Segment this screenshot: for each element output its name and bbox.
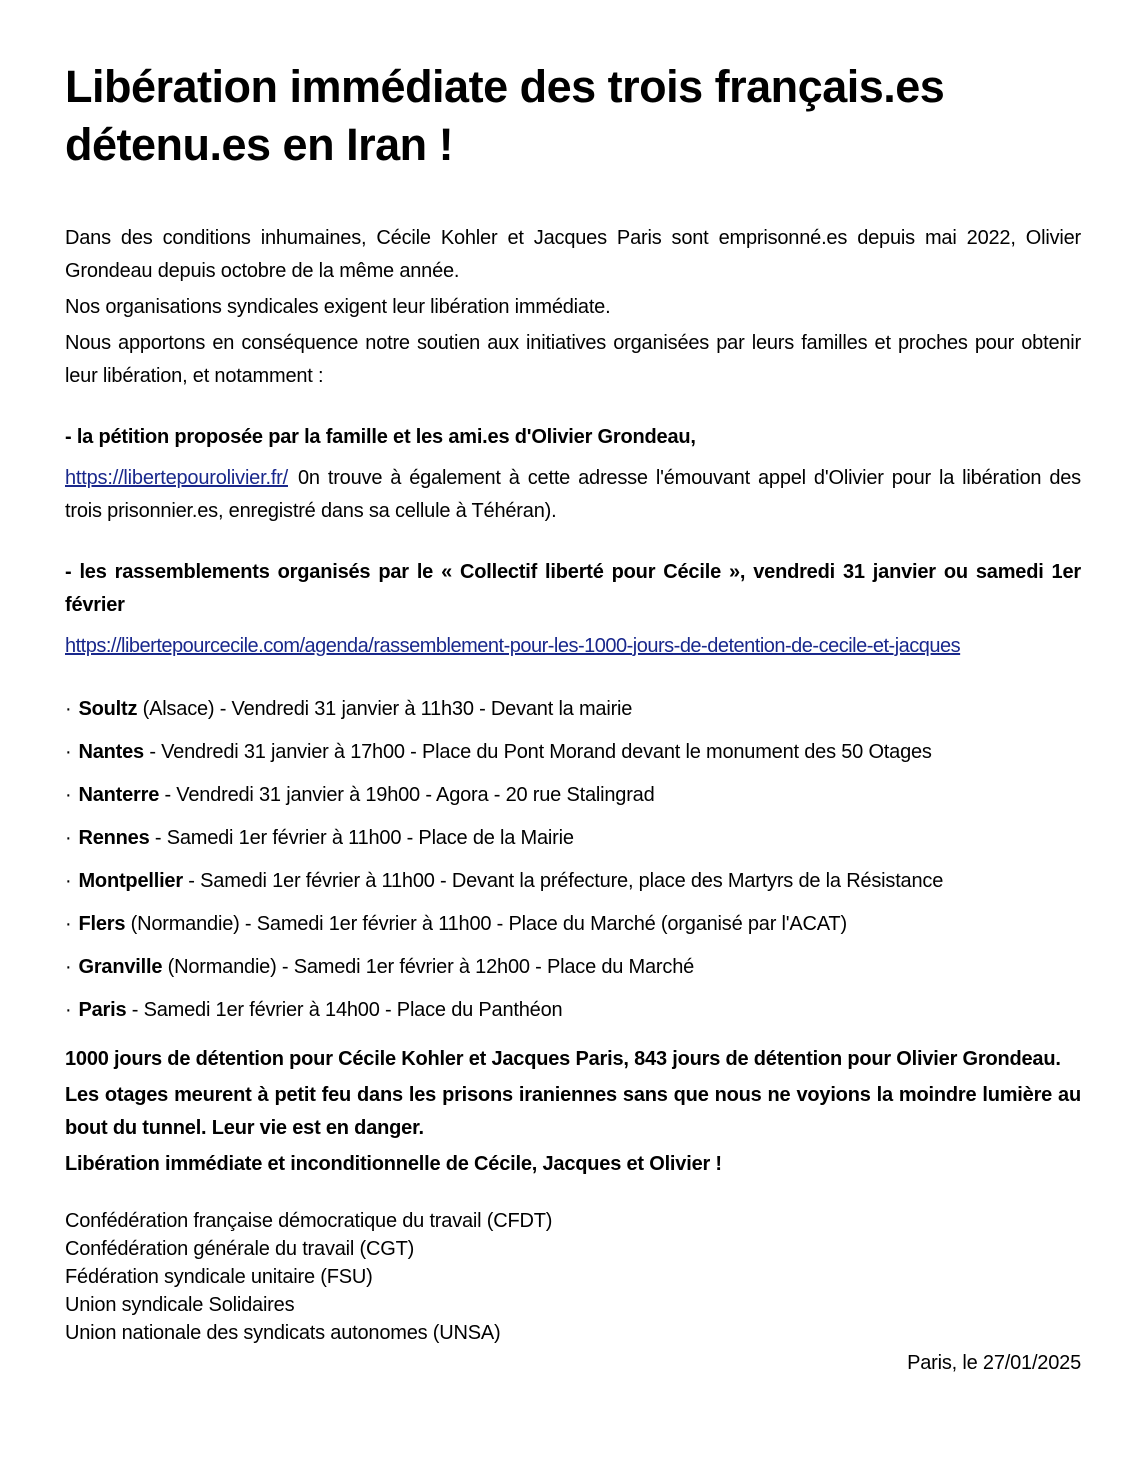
signatory-cfdt: Confédération française démocratique du travail (CFDT) bbox=[65, 1210, 553, 1232]
emphasis-paragraph-1: 1000 jours de détention pour Cécile Kohler et Jacques Paris, 843 jours de détention pour Olivier Grondeau. bbox=[65, 1048, 1061, 1070]
bullet-icon: · bbox=[65, 784, 72, 806]
document-title: Libération immédiate des trois français.es détenu.es en Iran ! bbox=[65, 61, 945, 170]
rally-item-montpellier bbox=[65, 865, 1081, 898]
rally-list bbox=[65, 693, 1081, 1027]
petition-text: 0n trouve à également à cette adresse l'émouvant appel d'Olivier pour la libération des trois prisonnier.es, enregistré dans sa cellule à Téhéran). bbox=[65, 467, 1081, 522]
rally-item-flers bbox=[65, 908, 1081, 941]
rally-item-soultz bbox=[65, 693, 1081, 726]
signatory-cgt: Confédération générale du travail (CGT) bbox=[65, 1238, 415, 1260]
emphasis-paragraph-2: Les otages meurent à petit feu dans les prisons iraniennes sans que nous ne voyions la moindre lumière au bout du tunnel. Leur vie est en danger. bbox=[65, 1084, 1081, 1139]
bullet-icon: · bbox=[65, 741, 72, 763]
petition-paragraph bbox=[65, 462, 1081, 528]
rally-details: - Vendredi 31 janvier à 17h00 - Place du Pont Morand devant le monument des 50 Otages bbox=[143, 741, 932, 763]
rally-city: Soultz bbox=[78, 698, 138, 720]
intro-paragraph-2: Nos organisations syndicales exigent leur libération immédiate. bbox=[65, 296, 611, 318]
rally-item-nantes bbox=[65, 736, 1081, 769]
dateline: Paris, le 27/01/2025 bbox=[907, 1352, 1081, 1374]
intro-paragraph-1: Dans des conditions inhumaines, Cécile Kohler et Jacques Paris sont emprisonné.es depuis mai 2022, Olivier Grondeau depuis octobre de la même année. bbox=[65, 227, 1081, 282]
signatory-fsu: Fédération syndicale unitaire (FSU) bbox=[65, 1266, 373, 1288]
petition-heading: - la pétition proposée par la famille et les ami.es d'Olivier Grondeau, bbox=[65, 426, 696, 448]
rally-details: (Alsace) - Vendredi 31 janvier à 11h30 - Devant la mairie bbox=[137, 698, 633, 720]
emphasis-block bbox=[65, 1043, 1081, 1181]
rally-city: Nanterre bbox=[78, 784, 160, 806]
bullet-icon: · bbox=[65, 999, 72, 1021]
bullet-icon: · bbox=[65, 698, 72, 720]
bullet-icon: · bbox=[65, 870, 72, 892]
rally-details: - Samedi 1er février à 11h00 - Place de la Mairie bbox=[149, 827, 574, 849]
rally-details: (Normandie) - Samedi 1er février à 12h00 - Place du Marché bbox=[162, 956, 695, 978]
signatory-solidaires: Union syndicale Solidaires bbox=[65, 1294, 295, 1316]
rally-city: Paris bbox=[78, 999, 127, 1021]
rally-details: (Normandie) - Samedi 1er février à 11h00 - Place du Marché (organisé par l'ACAT) bbox=[125, 913, 847, 935]
bullet-icon: · bbox=[65, 827, 72, 849]
petition-link[interactable]: https://libertepourolivier.fr/ bbox=[65, 467, 288, 489]
rally-city: Nantes bbox=[78, 741, 144, 763]
rally-details: - Vendredi 31 janvier à 19h00 - Agora - 20 rue Stalingrad bbox=[159, 784, 655, 806]
rally-item-nanterre bbox=[65, 779, 1081, 812]
bullet-icon: · bbox=[65, 956, 72, 978]
rallies-link[interactable]: https://libertepourcecile.com/agenda/rassemblement-pour-les-1000-jours-de-detention-de-cecile-et-jacques bbox=[65, 635, 961, 657]
rallies-link-line bbox=[65, 630, 1081, 663]
signatory-unsa: Union nationale des syndicats autonomes (UNSA) bbox=[65, 1322, 501, 1344]
emphasis-paragraph-3: Libération immédiate et inconditionnelle de Cécile, Jacques et Olivier ! bbox=[65, 1153, 722, 1175]
intro-paragraph-3: Nous apportons en conséquence notre soutien aux initiatives organisées par leurs familles et proches pour obtenir leur libération, et notamment : bbox=[65, 332, 1081, 387]
rally-city: Rennes bbox=[78, 827, 150, 849]
rally-details: - Samedi 1er février à 11h00 - Devant la préfecture, place des Martyrs de la Résistance bbox=[182, 870, 944, 892]
rally-city: Montpellier bbox=[78, 870, 183, 892]
signatories-list bbox=[65, 1207, 1081, 1347]
rally-city: Granville bbox=[78, 956, 163, 978]
rally-city: Flers bbox=[78, 913, 126, 935]
rally-item-rennes bbox=[65, 822, 1081, 855]
bullet-icon: · bbox=[65, 913, 72, 935]
rally-details: - Samedi 1er février à 14h00 - Place du Panthéon bbox=[126, 999, 563, 1021]
rally-item-granville bbox=[65, 951, 1081, 984]
rally-item-paris bbox=[65, 994, 1081, 1027]
rallies-heading: - les rassemblements organisés par le « Collectif liberté pour Cécile », vendredi 31 janvier ou samedi 1er février bbox=[65, 561, 1081, 616]
